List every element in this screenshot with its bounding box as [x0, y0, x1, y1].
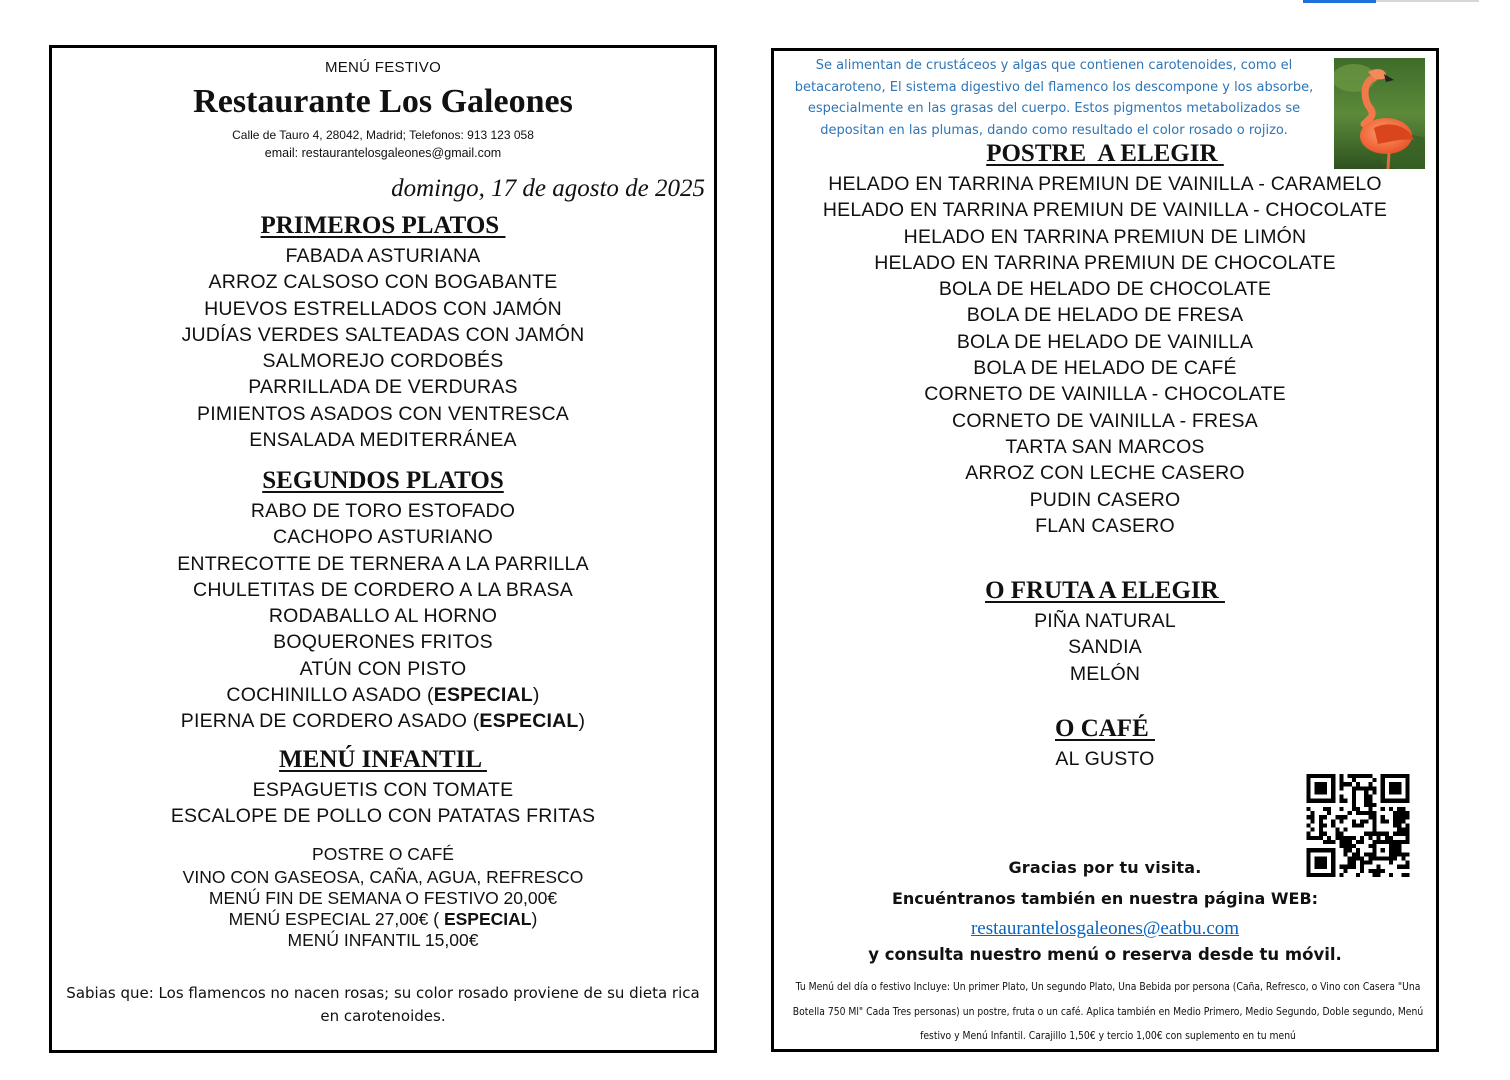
menu-date: domingo, 17 de agosto de 2025 — [391, 175, 705, 202]
menu-item: AL GUSTO — [1055, 748, 1155, 770]
menu-item: SANDIA — [1068, 636, 1142, 659]
infantil-list — [52, 777, 714, 830]
section-primeros — [52, 212, 714, 453]
web-link[interactable]: restaurantelosgaleones@eatbu.com — [970, 918, 1240, 939]
special-tag: ESPECIAL — [443, 909, 532, 929]
restaurant-email: email: restaurantelosgaleones@gmail.com — [264, 146, 502, 160]
section-heading-postre: POSTRE A ELEGIR — [986, 140, 1224, 167]
top-scroll-track — [1376, 0, 1479, 2]
menu-item-special — [52, 708, 714, 734]
section-postre — [774, 140, 1436, 539]
cafe-list — [774, 746, 1436, 772]
postre-list — [774, 171, 1436, 539]
segundos-list — [52, 498, 714, 735]
menu-item: BOQUERONES FRITOS — [273, 631, 493, 654]
menu-page-left — [49, 45, 717, 1053]
section-segundos — [52, 467, 714, 735]
section-heading-cafe: O CAFÉ — [1055, 715, 1155, 742]
menu-item: ATÚN CON PISTO — [299, 657, 467, 680]
menu-item: ARROZ CON LECHE CASERO — [965, 462, 1245, 485]
menu-item: PIÑA NATURAL — [1034, 610, 1176, 632]
menu-item: CORNETO DE VAINILLA - FRESA — [952, 409, 1258, 432]
menu-item: TARTA SAN MARCOS — [1005, 435, 1205, 458]
menu-item-special — [52, 682, 714, 708]
menu-item: ARROZ CALSOSO CON BOGABANTE — [208, 271, 558, 294]
menu-item: ENTRECOTTE DE TERNERA A LA PARRILLA — [177, 552, 589, 575]
menu-item: ENSALADA MEDITERRÁNEA — [249, 429, 517, 452]
menu-item: CORNETO DE VAINILLA - CHOCOLATE — [924, 383, 1286, 406]
menu-extras — [52, 843, 714, 951]
flamingo-fact: Sabias que: Los flamencos no nacen rosas; su color rosado proviene de su dieta rica en carotenoides. — [66, 984, 700, 1025]
menu-item: HELADO EN TARRINA PREMIUN DE VAINILLA - CHOCOLATE — [822, 199, 1388, 222]
special-tag: ESPECIAL — [433, 684, 533, 707]
menu-item: FABADA ASTURIANA — [285, 245, 481, 267]
flamingo-info-text: Se alimentan de crustáceos y algas que contienen carotenoides, como el betacaroteno, El sistema digestivo del flamenco los descompone y los absorbe, especialmente en las grasas del cuerpo. Estos pigmentos metabolizados se depositan en las plumas, dando como resultado el color rosado o rojizo. — [794, 58, 1314, 138]
menu-item: MELÓN — [1069, 662, 1141, 685]
consult-text: y consulta nuestro menú o reserva desde tu móvil. — [868, 945, 1342, 964]
price-special — [52, 909, 714, 930]
price-weekend: MENÚ FIN DE SEMANA O FESTIVO 20,00€ — [208, 888, 558, 908]
price-kids: MENÚ INFANTIL 15,00€ — [287, 930, 479, 950]
menu-item: PARRILLADA DE VERDURAS — [248, 376, 518, 399]
section-heading-fruta: O FRUTA A ELEGIR — [985, 577, 1225, 604]
restaurant-address: Calle de Tauro 4, 28042, Madrid; Telefonos: 913 123 058 — [232, 128, 534, 142]
section-heading-infantil: MENÚ INFANTIL — [279, 746, 487, 773]
menu-item: HELADO EN TARRINA PREMIUN DE VAINILLA - CARAMELO — [828, 173, 1382, 195]
section-heading-primeros: PRIMEROS PLATOS — [260, 212, 506, 239]
menu-item: HELADO EN TARRINA PREMIUN DE LIMÓN — [903, 225, 1307, 248]
dessert-or-coffee: POSTRE O CAFÉ — [312, 844, 454, 864]
section-fruta — [774, 577, 1436, 687]
menu-item: HELADO EN TARRINA PREMIUN DE CHOCOLATE — [874, 251, 1336, 274]
menu-item: HUEVOS ESTRELLADOS CON JAMÓN — [204, 297, 562, 320]
top-scroll-indicator — [1303, 0, 1376, 3]
special-tag: ESPECIAL — [479, 710, 579, 733]
web-find-text: Encuéntranos también en nuestra página WEB: — [891, 889, 1319, 908]
thanks-message: Gracias por tu visita. — [1008, 858, 1202, 877]
menu-item: ESPAGUETIS CON TOMATE — [252, 779, 514, 801]
menu-item: CACHOPO ASTURIANO — [272, 526, 494, 549]
menu-kind: MENÚ FESTIVO — [324, 59, 442, 76]
special-item-name: PIERNA DE CORDERO ASADO ( — [180, 710, 480, 733]
menu-page-right — [771, 48, 1439, 1052]
special-close: ) — [578, 710, 586, 733]
menu-item: BOLA DE HELADO DE FRESA — [966, 304, 1244, 327]
menu-item: PUDIN CASERO — [1029, 488, 1181, 511]
price-special-label: MENÚ ESPECIAL 27,00€ ( — [228, 909, 444, 929]
section-cafe — [774, 715, 1436, 772]
section-heading-segundos: SEGUNDOS PLATOS — [262, 467, 504, 494]
web-link-container — [774, 918, 1436, 940]
menu-item: RABO DE TORO ESTOFADO — [250, 500, 516, 522]
section-infantil — [52, 746, 714, 830]
menu-item: BOLA DE HELADO DE VAINILLA — [956, 330, 1254, 353]
menu-item: BOLA DE HELADO DE CHOCOLATE — [938, 278, 1272, 301]
menu-item: FLAN CASERO — [1035, 514, 1175, 537]
menu-item: CHULETITAS DE CORDERO A LA BRASA — [193, 578, 573, 601]
menu-item: SALMOREJO CORDOBÉS — [262, 350, 504, 373]
primeros-list — [52, 243, 714, 453]
menu-item: ESCALOPE DE POLLO CON PATATAS FRITAS — [170, 805, 596, 828]
restaurant-name: Restaurante Los Galeones — [193, 83, 573, 120]
menu-item: RODABALLO AL HORNO — [268, 605, 498, 628]
price-special-close: ) — [531, 909, 538, 929]
menu-item: BOLA DE HELADO DE CAFÉ — [973, 357, 1237, 380]
fruta-list — [774, 608, 1436, 687]
drinks-included: VINO CON GASEOSA, CAÑA, AGUA, REFRESCO — [182, 866, 584, 887]
menu-item: JUDÍAS VERDES SALTEADAS CON JAMÓN — [181, 323, 585, 346]
menu-conditions: Tu Menú del día o festivo Incluye: Un primer Plato, Un segundo Plato, Una Bebida por persona (Caña, Refresco, o Vino con Casera "Una Botella 750 Ml" Cada Tres personas) un postre, fruta o un café. Aplica también en Medio Primero, Medio Segundo, Doble segundo, Menú festivo y Menú Infantil. Carajillo 1,50€ y tercio 1,00€ con suplemento en tu menú — [792, 980, 1424, 1042]
menu-item: PIMIENTOS ASADOS CON VENTRESCA — [197, 402, 569, 425]
special-close: ) — [532, 684, 540, 707]
special-item-name: COCHINILLO ASADO ( — [226, 684, 434, 707]
